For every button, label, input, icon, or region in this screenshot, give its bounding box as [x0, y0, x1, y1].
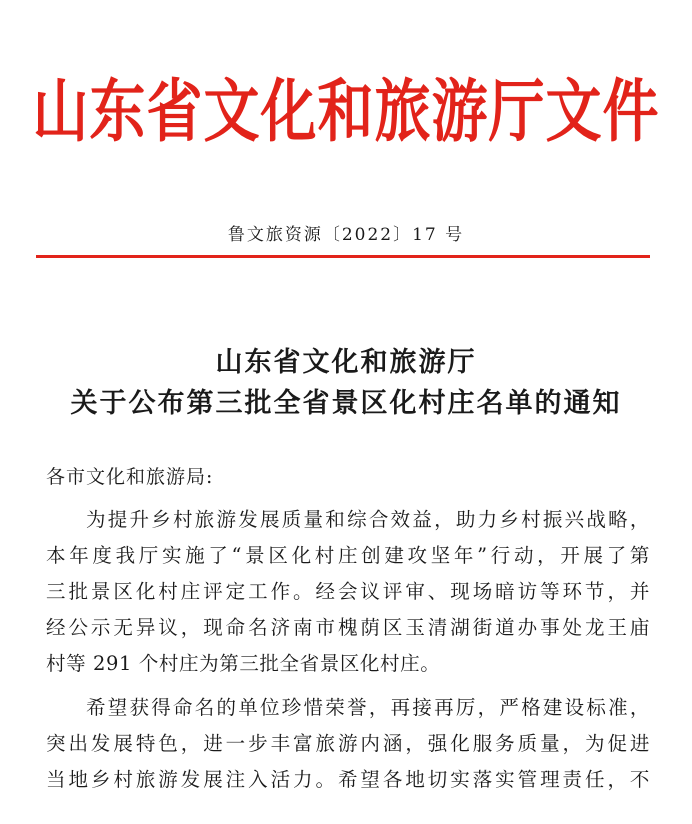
paragraph-line: 当地乡村旅游发展注入活力。希望各地切实落实管理责任，不 — [46, 768, 650, 791]
header-divider — [36, 255, 650, 258]
paragraph-2 — [46, 690, 650, 798]
paragraph-1 — [46, 502, 650, 682]
notice-title-line1: 山东省文化和旅游厅 — [215, 347, 477, 378]
salutation: 各市文化和旅游局: — [46, 466, 214, 488]
paragraph-line: 为提升乡村旅游发展质量和综合效益，助力乡村振兴战略， — [86, 508, 650, 531]
paragraph-line: 经公示无异议，现命名济南市槐荫区玉清湖街道办事处龙王庙 — [46, 616, 650, 639]
paragraph-line: 三批景区化村庄评定工作。经会议评审、现场暗访等环节，并 — [46, 580, 650, 603]
document-header-title: 山东省文化和旅游厅文件 — [32, 72, 660, 152]
document-number: 鲁文旅资源〔2022〕17 号 — [227, 225, 465, 245]
notice-title-line2: 关于公布第三批全省景区化村庄名单的通知 — [70, 388, 622, 419]
paragraph-line: 突出发展特色，进一步丰富旅游内涵，强化服务质量，为促进 — [46, 732, 650, 755]
paragraph-line: 希望获得命名的单位珍惜荣誉，再接再厉，严格建设标准， — [86, 696, 650, 719]
paragraph-line: 本年度我厅实施了“景区化村庄创建攻坚年”行动，开展了第 — [46, 544, 650, 567]
paragraph-line: 村等 291 个村庄为第三批全省景区化村庄。 — [46, 652, 441, 675]
